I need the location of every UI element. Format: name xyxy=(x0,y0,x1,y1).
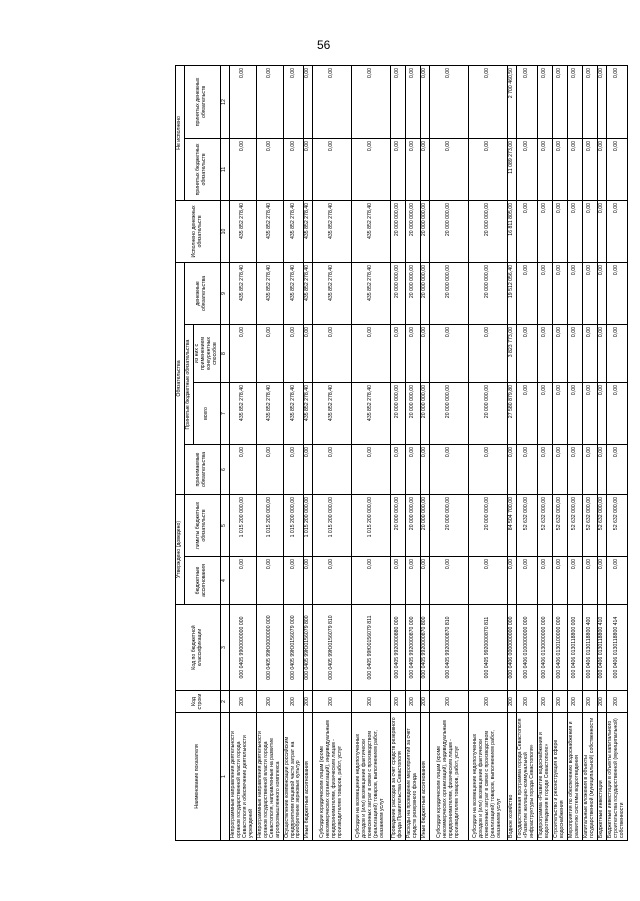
row-value-c5: 1 015 200 000,00 xyxy=(256,495,283,557)
header-competitive: из них с применением конкурентных способов xyxy=(193,325,220,383)
page-number: 56 xyxy=(317,38,331,52)
row-value-c10: 435 852 278,40 xyxy=(229,200,256,262)
row-value-c10: 16 811 805,00 xyxy=(508,200,517,262)
row-value-c12: 0,00 xyxy=(606,65,627,138)
row-value-c6: 0,00 xyxy=(229,445,256,495)
row-name: Субсидии юридическим лицам (кроме некоммерческих организаций), индивидуальным предпринимателям, физическим лицам - производителям товаров, работ, услуг xyxy=(430,713,469,841)
table-row xyxy=(283,65,304,840)
row-value-c10: 0,00 xyxy=(597,200,606,262)
row-value-c4: 0,00 xyxy=(283,557,304,605)
row-value-c9: 435 852 278,40 xyxy=(256,262,283,324)
row-value-c8: 0,00 xyxy=(517,325,538,383)
row-code: 200 xyxy=(538,691,553,713)
row-value-c9: 435 852 278,40 xyxy=(313,262,352,324)
row-value-c8: 0,00 xyxy=(283,325,304,383)
row-code: 200 xyxy=(469,691,508,713)
table-row xyxy=(538,65,553,840)
row-value-c7: 435 852 278,40 xyxy=(283,383,304,445)
col-number: 8 xyxy=(220,325,229,383)
row-value-c4: 0,00 xyxy=(256,557,283,605)
row-value-c6: 0,00 xyxy=(517,445,538,495)
row-code: 200 xyxy=(283,691,304,713)
row-budget-code: 000 0405 9900000000 000 xyxy=(229,605,256,691)
row-name: Непрограммные направления деятельности органов государственной власти города Севастополя и обеспечение деятельности учреждений xyxy=(229,713,256,841)
row-value-c8: 0,00 xyxy=(313,325,352,383)
row-value-c4: 0,00 xyxy=(313,557,352,605)
col-number: 5 xyxy=(220,495,229,557)
row-value-c12: 0,00 xyxy=(582,65,597,138)
row-value-c5: 20 000 000,00 xyxy=(469,495,508,557)
header-name: Наименование показателя xyxy=(176,713,221,841)
row-code: 200 xyxy=(229,691,256,713)
table-row xyxy=(568,65,583,840)
row-name: Субсидии юридическим лицам (кроме некоммерческих организаций), индивидуальным предпринимателям, физическим лицам - производителям товаров, работ, услуг xyxy=(313,713,352,841)
row-value-c10: 435 852 278,40 xyxy=(283,200,304,262)
col-number: 11 xyxy=(220,138,229,200)
row-value-c8: 0,00 xyxy=(597,325,606,383)
row-value-c6: 0,00 xyxy=(508,445,517,495)
row-value-c12: 0,00 xyxy=(421,65,430,138)
row-code: 200 xyxy=(553,691,568,713)
row-value-c7: 435 852 278,40 xyxy=(304,383,313,445)
row-value-c11: 0,00 xyxy=(406,138,421,200)
row-budget-code: 000 0406 0130000000 000 xyxy=(538,605,553,691)
row-value-c4: 0,00 xyxy=(597,557,606,605)
row-value-c4: 0,00 xyxy=(391,557,406,605)
row-value-c10: 0,00 xyxy=(568,200,583,262)
row-value-c7: 0,00 xyxy=(517,383,538,445)
row-value-c10: 0,00 xyxy=(538,200,553,262)
row-value-c5: 1 015 200 000,00 xyxy=(313,495,352,557)
row-value-c12: 0,00 xyxy=(430,65,469,138)
row-value-c7: 0,00 xyxy=(597,383,606,445)
row-value-c5: 1 015 200 000,00 xyxy=(229,495,256,557)
row-value-c9: 0,00 xyxy=(606,262,627,324)
row-value-c9: 435 852 278,40 xyxy=(352,262,391,324)
row-value-c7: 435 852 278,40 xyxy=(256,383,283,445)
row-value-c7: 20 000 000,00 xyxy=(406,383,421,445)
row-value-c10: 435 852 278,40 xyxy=(304,200,313,262)
row-name: Строительство и реконструкция в сфере водоснабжения xyxy=(553,713,568,841)
row-budget-code: 000 0406 0100000000 000 xyxy=(517,605,538,691)
row-value-c4: 0,00 xyxy=(582,557,597,605)
col-number: 1 xyxy=(220,713,229,841)
row-value-c6: 0,00 xyxy=(421,445,430,495)
row-value-c12: 0,00 xyxy=(283,65,304,138)
row-value-c9: 20 000 000,00 xyxy=(421,262,430,324)
row-value-c11: 0,00 xyxy=(553,138,568,200)
row-value-c11: 0,00 xyxy=(421,138,430,200)
row-budget-code: 000 0405 99Ю0000000 000 xyxy=(256,605,283,691)
row-code: 200 xyxy=(304,691,313,713)
row-value-c8: 0,00 xyxy=(568,325,583,383)
row-value-c8: 0,00 xyxy=(421,325,430,383)
row-value-c10: 435 852 278,40 xyxy=(313,200,352,262)
col-number: 10 xyxy=(220,200,229,262)
row-value-c11: 0,00 xyxy=(517,138,538,200)
table-row xyxy=(553,65,568,840)
row-value-c4: 0,00 xyxy=(304,557,313,605)
row-value-c12: 0,00 xyxy=(469,65,508,138)
row-name: Бюджетные инвестиции xyxy=(597,713,606,841)
row-value-c6: 0,00 xyxy=(606,445,627,495)
row-budget-code: 000 0405 99Ю0156079 000 xyxy=(283,605,304,691)
header-budget-code: Код по бюджетной классификации xyxy=(176,605,221,691)
header-code: Код строки xyxy=(176,691,221,713)
row-value-c12: 0,00 xyxy=(304,65,313,138)
header-unexecuted: Не исполнено xyxy=(176,65,185,200)
row-value-c9: 435 852 278,40 xyxy=(229,262,256,324)
header-obligations: Обязательства xyxy=(176,262,185,494)
row-budget-code: 000 0406 0000000000 000 xyxy=(508,605,517,691)
row-value-c11: 0,00 xyxy=(352,138,391,200)
row-value-c7: 20 000 000,00 xyxy=(421,383,430,445)
row-value-c4: 0,00 xyxy=(538,557,553,605)
row-value-c11: 0,00 xyxy=(283,138,304,200)
row-value-c8: 0,00 xyxy=(304,325,313,383)
table-body xyxy=(229,65,627,840)
row-value-c5: 20 000 000,00 xyxy=(391,495,406,557)
row-value-c6: 0,00 xyxy=(430,445,469,495)
col-number: 9 xyxy=(220,262,229,324)
row-value-c12: 0,00 xyxy=(568,65,583,138)
row-value-c9: 0,00 xyxy=(517,262,538,324)
row-value-c8: 0,00 xyxy=(538,325,553,383)
table-row xyxy=(508,65,517,840)
row-value-c6: 0,00 xyxy=(283,445,304,495)
table-row xyxy=(421,65,430,840)
row-value-c12: 0,00 xyxy=(406,65,421,138)
table-row xyxy=(352,65,391,840)
row-value-c11: 0,00 xyxy=(538,138,553,200)
table-row xyxy=(430,65,469,840)
row-value-c5: 52 632 000,00 xyxy=(606,495,627,557)
row-value-c10: 0,00 xyxy=(606,200,627,262)
row-value-c4: 0,00 xyxy=(430,557,469,605)
row-value-c7: 0,00 xyxy=(582,383,597,445)
row-value-c11: 0,00 xyxy=(597,138,606,200)
row-value-c12: 0,00 xyxy=(538,65,553,138)
header-total: всего xyxy=(193,383,220,445)
row-value-c8: 3 823 773,00 xyxy=(508,325,517,383)
row-value-c8: 0,00 xyxy=(229,325,256,383)
row-value-c10: 20 000 000,00 xyxy=(430,200,469,262)
row-value-c11: 0,00 xyxy=(606,138,627,200)
budget-execution-table xyxy=(175,65,628,841)
row-budget-code: 000 0406 0130118800 410 xyxy=(597,605,606,691)
row-budget-code: 000 0406 0130118800 000 xyxy=(568,605,583,691)
row-code: 200 xyxy=(391,691,406,713)
row-value-c10: 435 852 278,40 xyxy=(352,200,391,262)
row-name: Осуществление компенсации российским предприятиям пищевой части затрат на приобретение зерновых культур xyxy=(283,713,304,841)
row-budget-code: 000 0406 0130100000 000 xyxy=(553,605,568,691)
row-value-c11: 0,00 xyxy=(304,138,313,200)
row-value-c5: 52 632 000,00 xyxy=(538,495,553,557)
row-code: 200 xyxy=(606,691,627,713)
row-name: Подпрограмма «Развитие водоснабжения и водоотведения в городе Севастополе» xyxy=(538,713,553,841)
row-value-c11: 0,00 xyxy=(256,138,283,200)
table-row xyxy=(406,65,421,840)
row-value-c5: 52 632 000,00 xyxy=(517,495,538,557)
row-value-c8: 0,00 xyxy=(606,325,627,383)
row-value-c9: 20 000 000,00 xyxy=(430,262,469,324)
row-name: Иные бюджетные ассигнования xyxy=(304,713,313,841)
table-row xyxy=(313,65,352,840)
table-row xyxy=(597,65,606,840)
row-value-c10: 20 000 000,00 xyxy=(421,200,430,262)
row-value-c12: 2 700 460,50 xyxy=(508,65,517,138)
row-value-c10: 0,00 xyxy=(582,200,597,262)
row-value-c4: 0,00 xyxy=(406,557,421,605)
row-value-c4: 0,00 xyxy=(553,557,568,605)
row-value-c7: 0,00 xyxy=(606,383,627,445)
row-budget-code: 000 0405 99Ю0156079 811 xyxy=(352,605,391,691)
row-name: Водное хозяйство xyxy=(508,713,517,841)
row-value-c4: 0,00 xyxy=(517,557,538,605)
row-value-c4: 0,00 xyxy=(508,557,517,605)
header-budget-allocations: бюджетные ассигнования xyxy=(184,557,220,605)
row-value-c5: 20 000 000,00 xyxy=(421,495,430,557)
row-value-c9: 19 512 056,40 xyxy=(508,262,517,324)
row-value-c12: 0,00 xyxy=(553,65,568,138)
row-value-c12: 0,00 xyxy=(229,65,256,138)
row-name: Субсидии на возмещение недополученных доходов и (или) возмещение фактически понесенных затрат в связи с производством (реализацией) товаров, выполнением работ, оказанием услуг xyxy=(352,713,391,841)
row-value-c5: 1 015 200 000,00 xyxy=(283,495,304,557)
row-value-c10: 20 000 000,00 xyxy=(406,200,421,262)
row-value-c9: 20 000 000,00 xyxy=(469,262,508,324)
row-value-c12: 0,00 xyxy=(597,65,606,138)
col-number: 12 xyxy=(220,65,229,138)
row-value-c11: 11 089 273,00 xyxy=(508,138,517,200)
row-code: 200 xyxy=(352,691,391,713)
row-value-c7: 0,00 xyxy=(538,383,553,445)
row-value-c12: 0,00 xyxy=(517,65,538,138)
row-value-c5: 52 632 000,00 xyxy=(568,495,583,557)
row-value-c9: 0,00 xyxy=(568,262,583,324)
table-row xyxy=(304,65,313,840)
row-value-c7: 0,00 xyxy=(568,383,583,445)
row-value-c6: 0,00 xyxy=(597,445,606,495)
row-value-c12: 0,00 xyxy=(256,65,283,138)
row-value-c9: 20 000 000,00 xyxy=(391,262,406,324)
row-value-c6: 0,00 xyxy=(313,445,352,495)
col-number: 7 xyxy=(220,383,229,445)
row-budget-code: 000 0405 99Ю0156079 800 xyxy=(304,605,313,691)
row-value-c11: 0,00 xyxy=(469,138,508,200)
row-value-c6: 0,00 xyxy=(582,445,597,495)
column-number-row xyxy=(220,65,229,840)
row-code: 200 xyxy=(430,691,469,713)
row-value-c8: 0,00 xyxy=(469,325,508,383)
row-value-c4: 0,00 xyxy=(469,557,508,605)
row-value-c5: 20 000 000,00 xyxy=(430,495,469,557)
row-value-c8: 0,00 xyxy=(256,325,283,383)
row-budget-code: 000 0405 9920000880 000 xyxy=(391,605,406,691)
row-value-c7: 0,00 xyxy=(553,383,568,445)
row-value-c6: 0,00 xyxy=(538,445,553,495)
row-value-c5: 1 015 200 000,00 xyxy=(304,495,313,557)
row-value-c11: 0,00 xyxy=(229,138,256,200)
row-name: Государственная программа города Севастополя «Развитие жилищно-коммунальной инфраструктуры города Севастополя» xyxy=(517,713,538,841)
row-code: 200 xyxy=(597,691,606,713)
row-value-c7: 20 000 000,00 xyxy=(391,383,406,445)
row-name: Проведение расходов за счет средств резервного фонда Правительства Севастополя xyxy=(391,713,406,841)
row-value-c5: 52 632 000,00 xyxy=(553,495,568,557)
row-name: Расходы на проведение мероприятий за счет средств резервного фонда xyxy=(406,713,421,841)
report-table-rotated xyxy=(175,66,640,841)
col-number: 6 xyxy=(220,445,229,495)
row-value-c5: 1 015 200 000,00 xyxy=(352,495,391,557)
row-value-c5: 52 632 000,00 xyxy=(597,495,606,557)
row-code: 200 xyxy=(421,691,430,713)
table-row xyxy=(229,65,256,840)
row-value-c4: 0,00 xyxy=(352,557,391,605)
row-budget-code: 000 0405 9920000870 800 xyxy=(421,605,430,691)
row-value-c8: 0,00 xyxy=(430,325,469,383)
row-value-c5: 52 632 000,00 xyxy=(582,495,597,557)
col-number: 2 xyxy=(220,691,229,713)
header-accepted-estimated: принимаемые обязательства xyxy=(184,445,220,495)
row-value-c6: 0,00 xyxy=(256,445,283,495)
row-value-c7: 435 852 278,40 xyxy=(313,383,352,445)
row-value-c7: 27 580 879,80 xyxy=(508,383,517,445)
row-name: Непрограммные направления деятельности органов государственной власти города Севастополя, направленные на развитие агропромышленного комплекса xyxy=(256,713,283,841)
row-value-c8: 0,00 xyxy=(406,325,421,383)
row-value-c11: 0,00 xyxy=(582,138,597,200)
header-accepted-budget: Принятые бюджетные обязательства xyxy=(184,325,193,445)
row-value-c9: 0,00 xyxy=(582,262,597,324)
table-row xyxy=(391,65,406,840)
table-row xyxy=(256,65,283,840)
row-value-c9: 20 000 000,00 xyxy=(406,262,421,324)
row-name: Бюджетные инвестиции в объекты капитального строительства государственной (муниципальной) собственности xyxy=(606,713,627,841)
row-value-c10: 20 000 000,00 xyxy=(391,200,406,262)
row-value-c4: 0,00 xyxy=(568,557,583,605)
row-name: Субсидии на возмещение недополученных доходов и (или) возмещение фактически понесенных затрат в связи с производством (реализацией) товаров, выполнением работ, оказанием услуг xyxy=(469,713,508,841)
row-value-c4: 0,00 xyxy=(606,557,627,605)
row-value-c5: 20 000 000,00 xyxy=(406,495,421,557)
row-value-c10: 435 852 278,40 xyxy=(256,200,283,262)
row-value-c7: 20 000 000,00 xyxy=(430,383,469,445)
row-value-c7: 435 852 278,40 xyxy=(229,383,256,445)
row-budget-code: 000 0405 9920000870 000 xyxy=(406,605,421,691)
row-code: 200 xyxy=(517,691,538,713)
row-value-c6: 0,00 xyxy=(469,445,508,495)
row-value-c9: 0,00 xyxy=(553,262,568,324)
row-budget-code: 000 0405 9920000870 811 xyxy=(469,605,508,691)
table-row xyxy=(606,65,627,840)
row-value-c6: 0,00 xyxy=(352,445,391,495)
row-value-c10: 0,00 xyxy=(553,200,568,262)
row-value-c7: 20 000 000,00 xyxy=(469,383,508,445)
header-unexec-budget: принятых бюджетных обязательств xyxy=(184,138,220,200)
row-value-c8: 0,00 xyxy=(582,325,597,383)
row-value-c11: 0,00 xyxy=(430,138,469,200)
table-row xyxy=(469,65,508,840)
row-code: 200 xyxy=(582,691,597,713)
row-budget-code: 000 0405 99Ю0156079 810 xyxy=(313,605,352,691)
header-approved: Утверждено (доведено) xyxy=(176,495,185,605)
row-budget-code: 000 0406 0130118800 414 xyxy=(606,605,627,691)
row-code: 200 xyxy=(406,691,421,713)
table-row xyxy=(517,65,538,840)
row-value-c5: 84 504 700,00 xyxy=(508,495,517,557)
row-value-c6: 0,00 xyxy=(304,445,313,495)
row-value-c6: 0,00 xyxy=(406,445,421,495)
row-code: 200 xyxy=(256,691,283,713)
header-monetary: денежные обязательства xyxy=(184,262,220,324)
row-value-c12: 0,00 xyxy=(313,65,352,138)
row-budget-code: 000 0406 0130118800 400 xyxy=(582,605,597,691)
row-value-c11: 0,00 xyxy=(391,138,406,200)
row-value-c12: 0,00 xyxy=(352,65,391,138)
row-value-c10: 0,00 xyxy=(517,200,538,262)
row-value-c11: 0,00 xyxy=(313,138,352,200)
row-name: Мероприятия по обеспечению водоснабжения и развитию системы водоотведения xyxy=(568,713,583,841)
row-value-c9: 0,00 xyxy=(538,262,553,324)
row-code: 200 xyxy=(313,691,352,713)
header-unexec-monetary: принятых денежных обязательств xyxy=(184,65,220,138)
row-value-c8: 0,00 xyxy=(553,325,568,383)
row-value-c6: 0,00 xyxy=(568,445,583,495)
row-name: Иные бюджетные ассигнования xyxy=(421,713,430,841)
header-limits: лимиты бюджетных обязательств xyxy=(184,495,220,557)
row-value-c12: 0,00 xyxy=(391,65,406,138)
row-value-c8: 0,00 xyxy=(391,325,406,383)
row-value-c8: 0,00 xyxy=(352,325,391,383)
row-name: Капитальные вложения в объекты государственной (муниципальной) собственности xyxy=(582,713,597,841)
row-value-c4: 0,00 xyxy=(421,557,430,605)
row-value-c9: 435 852 278,40 xyxy=(283,262,304,324)
table-row xyxy=(582,65,597,840)
col-number: 4 xyxy=(220,557,229,605)
row-value-c9: 0,00 xyxy=(597,262,606,324)
col-number: 3 xyxy=(220,605,229,691)
row-code: 200 xyxy=(568,691,583,713)
row-code: 200 xyxy=(508,691,517,713)
header-executed-monetary: Исполнено денежных обязательств xyxy=(176,200,221,262)
row-value-c6: 0,00 xyxy=(553,445,568,495)
row-value-c7: 435 852 278,40 xyxy=(352,383,391,445)
row-value-c10: 20 000 000,00 xyxy=(469,200,508,262)
row-value-c6: 0,00 xyxy=(391,445,406,495)
row-budget-code: 000 0405 9920000870 810 xyxy=(430,605,469,691)
row-value-c9: 435 852 278,40 xyxy=(304,262,313,324)
row-value-c4: 0,00 xyxy=(229,557,256,605)
row-value-c11: 0,00 xyxy=(568,138,583,200)
